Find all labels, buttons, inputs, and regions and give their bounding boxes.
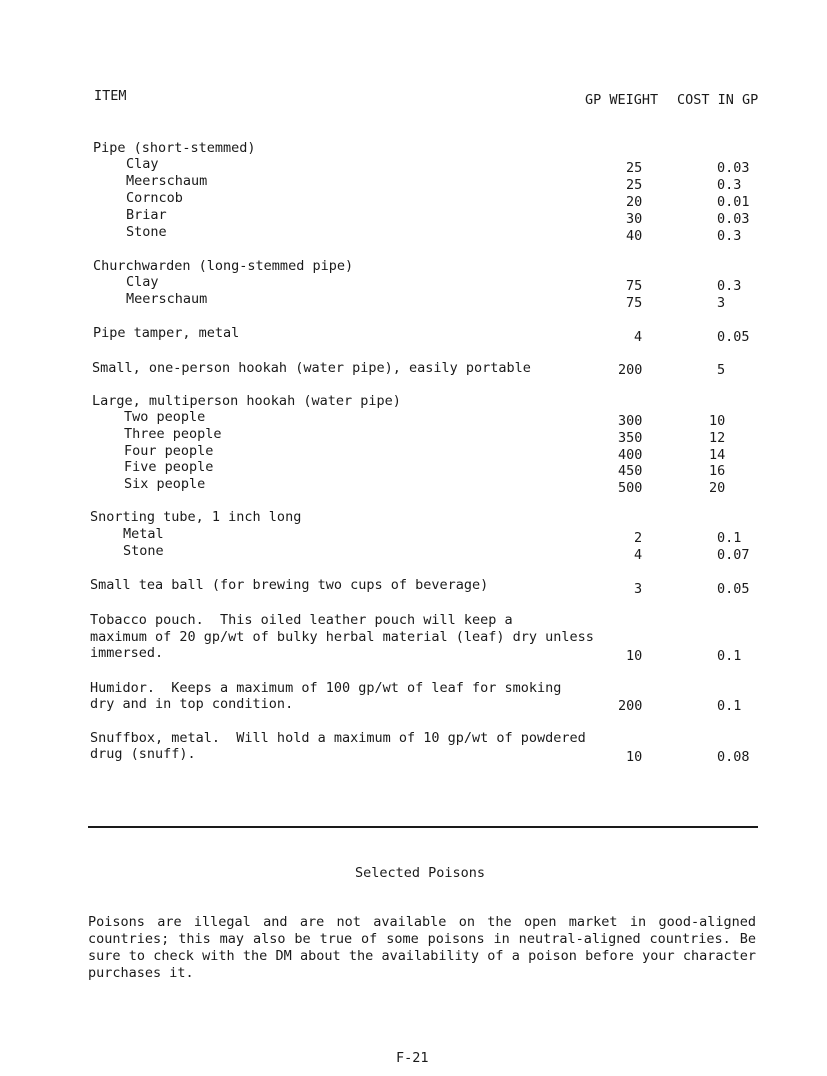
poisons-paragraph: Poisons are illegal and are not available on the open market in good-aligned countries; this may also be true of some poisons in neutral-aligned countries. Be sure to check with the DM about the availability of a poison before your character purchases it.	[88, 914, 756, 981]
item-cost: 0.05	[717, 329, 750, 345]
group-title: Small, one-person hookah (water pipe), easily portable	[92, 360, 531, 376]
item-name: Stone	[123, 543, 164, 559]
item-cost: 0.03	[717, 160, 750, 176]
group-title: Small tea ball (for brewing two cups of beverage)	[90, 577, 489, 593]
item-cost: 3	[717, 295, 726, 311]
item-name: Two people	[124, 409, 206, 425]
item-weight: 40	[626, 228, 643, 244]
item-weight: 500	[618, 480, 643, 496]
item-name: Four people	[124, 443, 214, 459]
item-name: Six people	[124, 476, 206, 492]
item-name: Three people	[124, 426, 222, 442]
item-cost: 0.3	[717, 278, 742, 294]
item-cost: 12	[709, 430, 726, 446]
item-weight: 20	[626, 194, 643, 210]
item-cost: 0.3	[717, 228, 742, 244]
item-cost: 16	[709, 463, 726, 479]
item-weight: 4	[634, 329, 643, 345]
item-name: Clay	[126, 156, 159, 172]
item-weight: 10	[626, 648, 643, 664]
item-weight: 200	[618, 362, 643, 378]
item-name: Clay	[126, 274, 159, 290]
item-cost: 10	[709, 413, 726, 429]
item-cost: 0.03	[717, 211, 750, 227]
item-weight: 300	[618, 413, 643, 429]
item-weight: 350	[618, 430, 643, 446]
item-cost: 0.01	[717, 194, 750, 210]
item-cost: 20	[709, 480, 726, 496]
item-name: Five people	[124, 459, 214, 475]
group-title: Pipe tamper, metal	[93, 325, 240, 341]
item-cost: 0.07	[717, 547, 750, 563]
section-divider	[88, 826, 758, 828]
item-name: Briar	[126, 207, 167, 223]
item-name: Stone	[126, 224, 167, 240]
group-title: Pipe (short-stemmed)	[93, 140, 256, 156]
item-weight: 4	[634, 547, 643, 563]
item-weight: 3	[634, 581, 643, 597]
section-title: Selected Poisons	[355, 865, 486, 881]
item-cost: 14	[709, 447, 726, 463]
group-title-line: immersed.	[90, 645, 164, 661]
item-weight: 10	[626, 749, 643, 765]
item-weight: 75	[626, 278, 643, 294]
group-title: Churchwarden (long-stemmed pipe)	[93, 258, 354, 274]
item-weight: 75	[626, 295, 643, 311]
item-weight: 200	[618, 698, 643, 714]
item-weight: 25	[626, 177, 643, 193]
item-name: Corncob	[126, 190, 183, 206]
item-cost: 5	[717, 362, 726, 378]
item-weight: 25	[626, 160, 643, 176]
group-title: Snorting tube, 1 inch long	[90, 509, 302, 525]
item-weight: 30	[626, 211, 643, 227]
item-name: Metal	[123, 526, 164, 542]
group-title-line: drug (snuff).	[90, 746, 196, 762]
group-title-line: maximum of 20 gp/wt of bulky herbal material (leaf) dry unless	[90, 629, 594, 645]
item-cost: 0.08	[717, 749, 750, 765]
column-header-cost: COST IN GP	[677, 92, 759, 108]
item-weight: 2	[634, 530, 643, 546]
item-cost: 0.1	[717, 698, 742, 714]
group-title-line: dry and in top condition.	[90, 696, 294, 712]
item-name: Meerschaum	[126, 173, 208, 189]
column-header-item: ITEM	[94, 88, 127, 104]
group-title: Humidor. Keeps a maximum of 100 gp/wt of leaf for smoking	[90, 680, 562, 696]
group-title: Snuffbox, metal. Will hold a maximum of 10 gp/wt of powdered	[90, 730, 586, 746]
item-name: Meerschaum	[126, 291, 208, 307]
column-header-weight: GP WEIGHT	[585, 92, 659, 108]
page-number: F-21	[396, 1050, 429, 1066]
item-cost: 0.1	[717, 530, 742, 546]
item-weight: 450	[618, 463, 643, 479]
item-weight: 400	[618, 447, 643, 463]
item-cost: 0.1	[717, 648, 742, 664]
group-title: Tobacco pouch. This oiled leather pouch will keep a	[90, 612, 513, 628]
group-title: Large, multiperson hookah (water pipe)	[92, 393, 401, 409]
item-cost: 0.05	[717, 581, 750, 597]
item-cost: 0.3	[717, 177, 742, 193]
